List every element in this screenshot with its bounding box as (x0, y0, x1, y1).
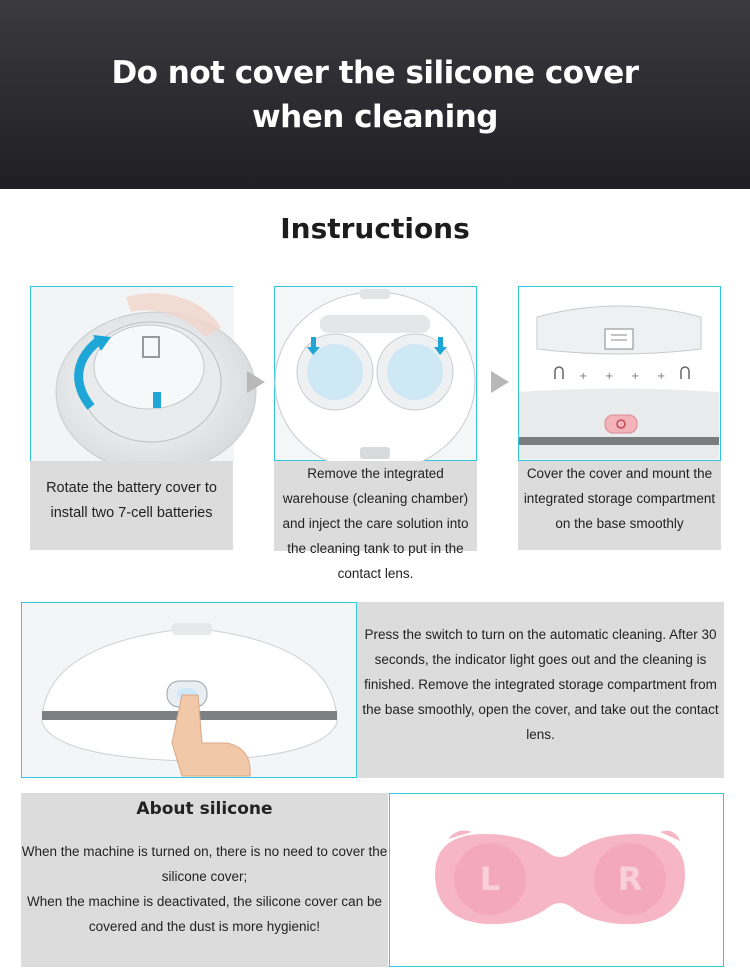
step3-assembly-image (518, 286, 721, 461)
press-switch-text: Press the switch to turn on the automatic cleaning. After 30 seconds, the indicator light goes out and the cleaning is finished. Remove the integrated storage compartment from the base smoothly, open the cover, and take out the contact lens. (357, 602, 724, 778)
step2-chamber-image (274, 286, 477, 461)
banner-title: Do not cover the silicone cover when cleaning (111, 54, 639, 135)
step1-text: Rotate the battery cover to install two 7-cell batteries (30, 461, 233, 550)
svg-text:+: + (605, 371, 614, 382)
silicone-line-2: When the machine is deactivated, the silicone cover can be covered and the dust is more hygienic! (27, 894, 382, 934)
header-banner (0, 0, 750, 189)
step2-text: Remove the integrated warehouse (cleaning chamber) and inject the care solution into the cleaning tank to put in the contact lens. (274, 461, 477, 551)
next-arrow-icon (491, 371, 509, 393)
press-switch-image (21, 602, 357, 778)
silicone-title: About silicone (136, 799, 273, 819)
silicone-line-1: When the machine is turned on, there is no need to cover the silicone cover; (21, 844, 388, 884)
cap-left-letter: L (479, 860, 501, 898)
svg-text:+: + (631, 371, 640, 382)
instructions-title: Instructions (280, 212, 470, 245)
svg-text:+: + (579, 371, 588, 382)
silicone-info-panel (21, 793, 388, 967)
silicone-cover-image (389, 793, 724, 967)
svg-text:+: + (657, 371, 666, 382)
next-arrow-icon (247, 371, 265, 393)
step2-container (274, 286, 477, 581)
step3-text: Cover the cover and mount the integrated storage compartment on the base smoothly (518, 461, 721, 550)
step1-battery-image (30, 286, 233, 461)
cap-right-letter: R (617, 860, 643, 898)
